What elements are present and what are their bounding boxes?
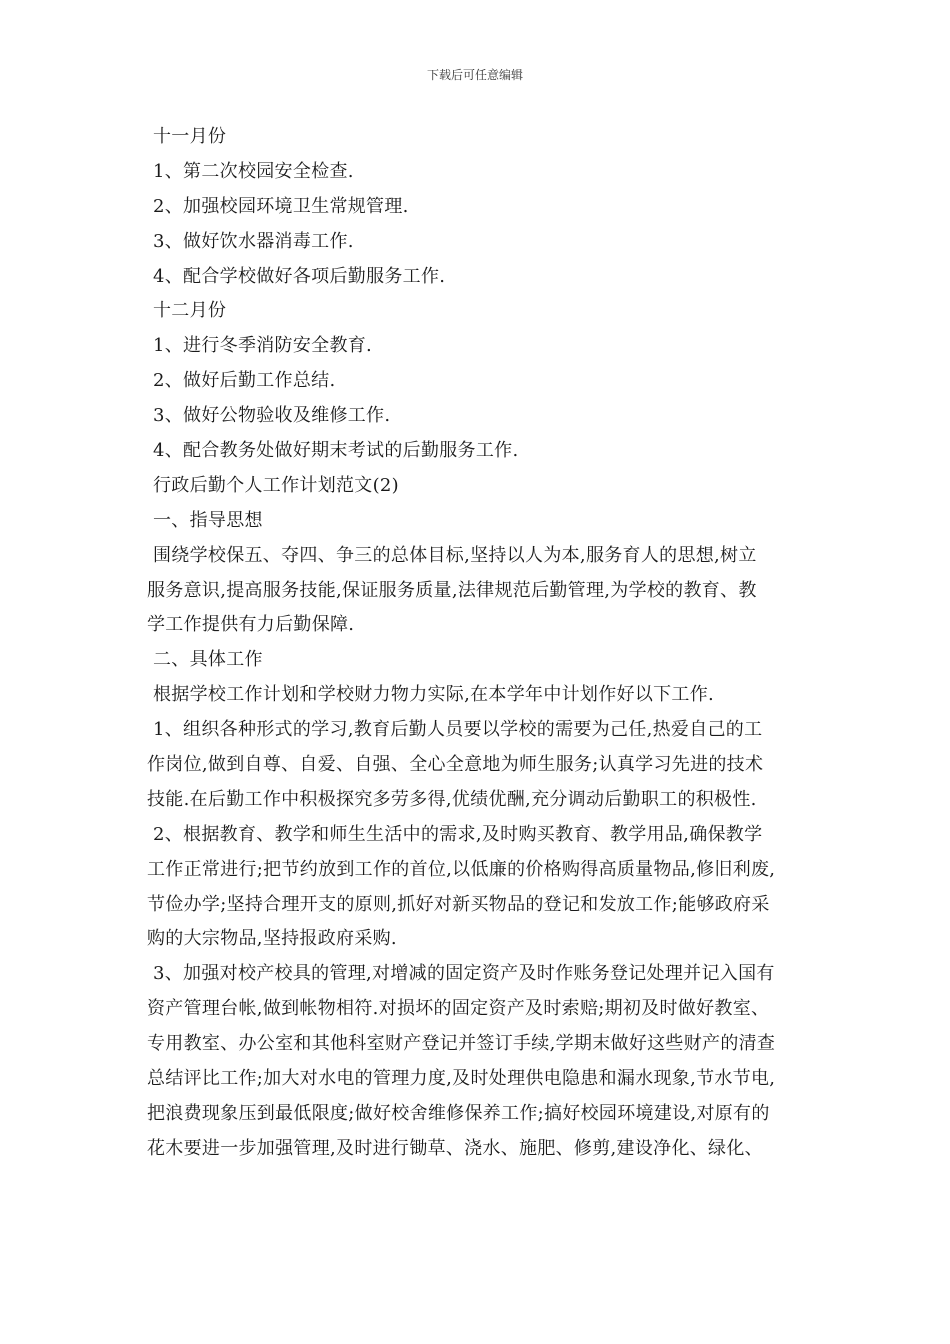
document-body: [147, 120, 811, 1167]
list-item: 3、做好饮水器消毒工作.: [153, 230, 354, 252]
list-item: 2、加强校园环境卫生常规管理.: [153, 195, 409, 217]
paragraph-line: 学工作提供有力后勤保障.: [147, 614, 355, 636]
paragraph-intro: 根据学校工作计划和学校财力物力实际,在本学年中计划作好以下工作.: [153, 684, 715, 706]
paragraph-guiding: [147, 539, 811, 644]
section-title: 行政后勤个人工作计划范文(2): [153, 474, 399, 496]
header-note: 下载后可任意编辑: [426, 68, 523, 82]
paragraph-line: 服务意识,提高服务技能,保证服务质量,法律规范后勤管理,为学校的教育、教: [147, 579, 757, 601]
paragraph-line: 购的大宗物品,坚持报政府采购.: [147, 928, 397, 950]
paragraph-line: 2、根据教育、教学和师生生活中的需求,及时购买教育、教学用品,确保教学: [153, 823, 763, 845]
heading-december: 十二月份: [153, 300, 227, 322]
list-item: 4、配合学校做好各项后勤服务工作.: [153, 265, 446, 287]
list-item: 1、进行冬季消防安全教育.: [153, 335, 373, 357]
paragraph-line: 工作正常进行;把节约放到工作的首位,以低廉的价格购得高质量物品,修旧利废,: [147, 858, 776, 880]
paragraph-line: 1、组织各种形式的学习,教育后勤人员要以学校的需要为己任,热爱自己的工: [153, 719, 763, 741]
list-item: 3、做好公物验收及维修工作.: [153, 405, 391, 427]
paragraph-line: 花木要进一步加强管理,及时进行锄草、浇水、施肥、修剪,建设净化、绿化、: [147, 1137, 763, 1159]
paragraph-line: 专用教室、办公室和其他科室财产登记并签订手续,学期末做好这些财产的清查: [147, 1033, 776, 1055]
paragraph-line: 作岗位,做到自尊、自爱、自强、全心全意地为师生服务;认真学习先进的技术: [147, 754, 764, 776]
paragraph-line: 3、加强对校产校具的管理,对增减的固定资产及时作账务登记处理并记入国有: [153, 963, 775, 985]
paragraph-line: 把浪费现象压到最低限度;做好校舍维修保养工作;搞好校园环境建设,对原有的: [147, 1102, 770, 1124]
heading-guiding-ideology: 一、指导思想: [153, 509, 263, 531]
paragraph-item-3: [147, 957, 811, 1166]
heading-specific-work: 二、具体工作: [153, 649, 263, 671]
heading-november: 十一月份: [153, 126, 227, 147]
list-item: 2、做好后勤工作总结.: [153, 370, 336, 392]
paragraph-item-1: [147, 713, 811, 818]
paragraph-item-2: [147, 818, 811, 958]
paragraph-line: 资产管理台帐,做到帐物相符.对损坏的固定资产及时索赔;期初及时做好教室、: [147, 998, 770, 1020]
paragraph-line: 总结评比工作;加大对水电的管理力度,及时处理供电隐患和漏水现象,节水节电,: [147, 1068, 776, 1090]
paragraph-line: 节俭办学;坚持合理开支的原则,抓好对新买物品的登记和发放工作;能够政府采: [147, 893, 770, 915]
list-item: 1、第二次校园安全检查.: [153, 160, 354, 182]
paragraph-line: 技能.在后勤工作中积极探究多劳多得,优绩优酬,充分调动后勤职工的积极性.: [147, 788, 757, 810]
list-item: 4、配合教务处做好期末考试的后勤服务工作.: [153, 440, 519, 462]
paragraph-line: 围绕学校保五、夺四、争三的总体目标,坚持以人为本,服务育人的思想,树立: [153, 544, 757, 566]
